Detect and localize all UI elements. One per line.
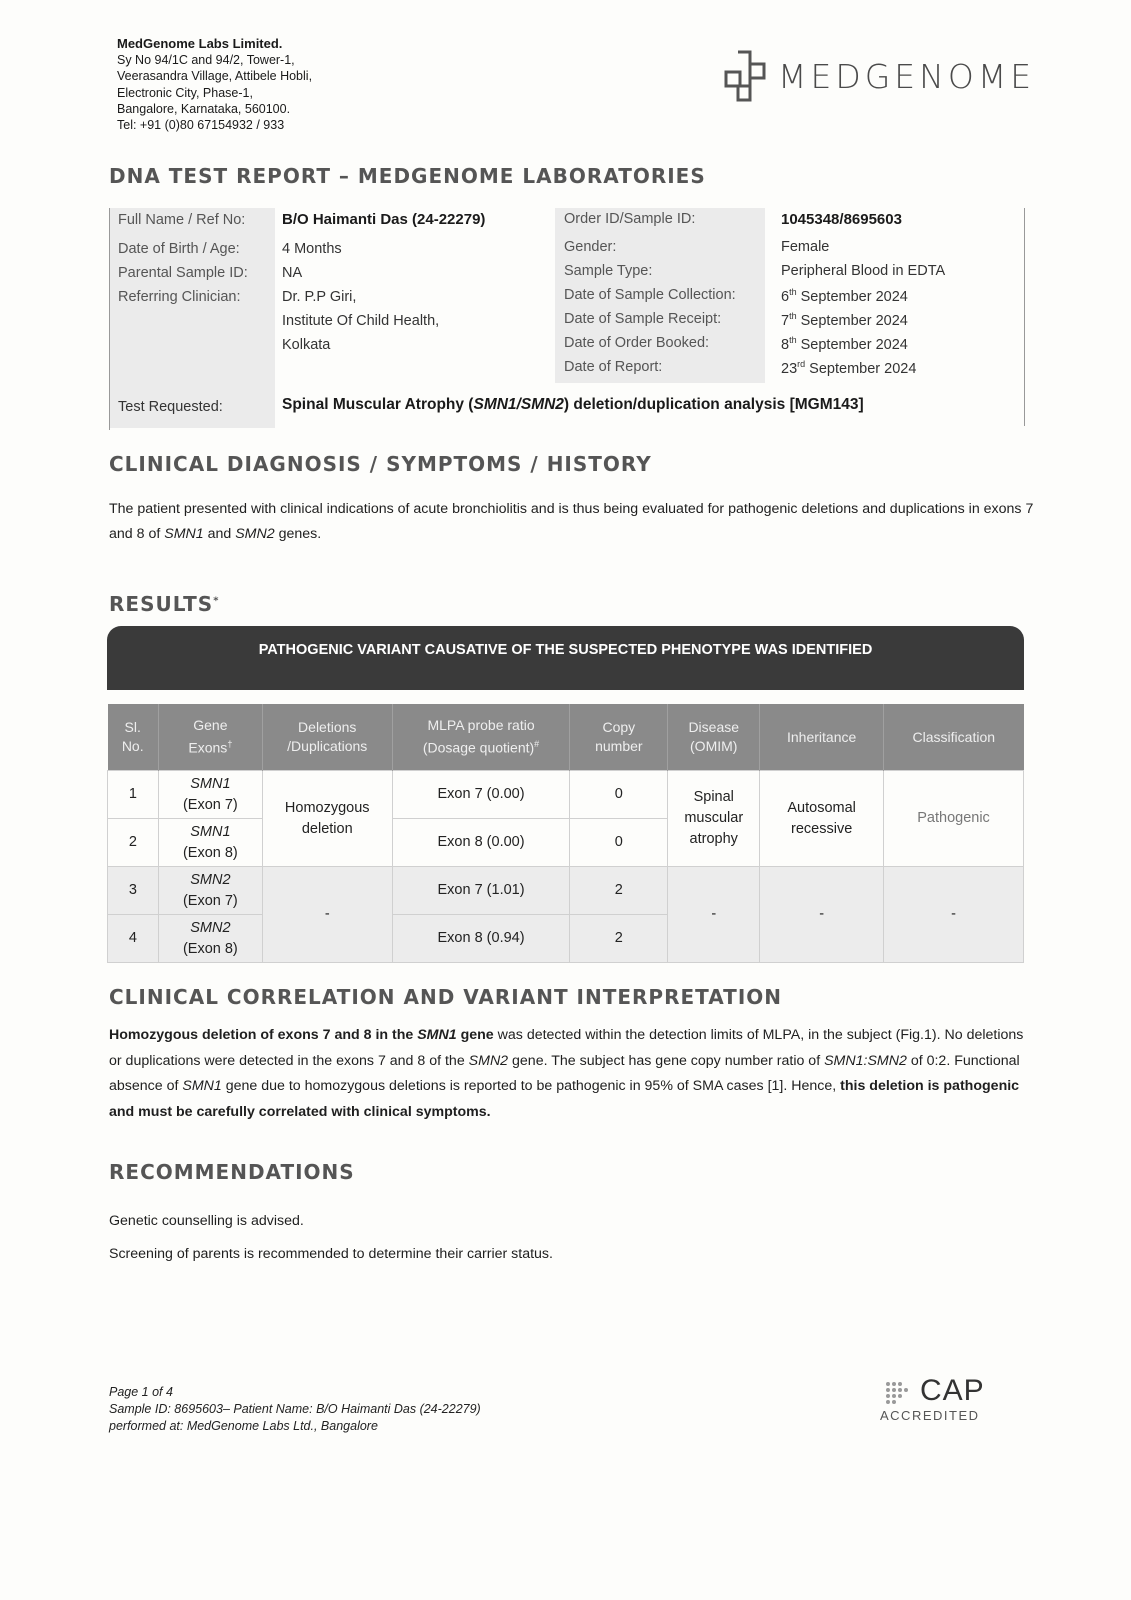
row-gene: SMN2 (Exon 7) [158,867,262,915]
table-border [1024,208,1025,426]
gender-label: Gender: [564,239,617,255]
cap-accredited: ACCREDITED [880,1408,980,1423]
header-sl: Sl. No. [108,704,159,771]
deletion-cell: Homozygous deletion [262,771,392,867]
row-copy: 2 [570,867,668,915]
clinician-line: Institute Of Child Health, [282,313,440,329]
disease-cell: Spinal muscular atrophy [668,771,760,867]
result-banner: PATHOGENIC VARIANT CAUSATIVE OF THE SUSPECTED PHENOTYPE WAS IDENTIFIED [107,626,1024,690]
deletion-dash-cell: - [262,867,392,963]
row-gene: SMN1 (Exon 8) [158,819,262,867]
table-row [108,867,1024,915]
table-row [108,771,1024,819]
address-line: Electronic City, Phase-1, [117,85,253,100]
address-line: Bangalore, Karnataka, 560100. [117,101,291,116]
report-date-label: Date of Report: [564,359,663,375]
cap-dots-icon [884,1380,914,1406]
order-value: 1045348/8695603 [781,211,902,228]
recommendation-line: Screening of parents is recommended to determine their carrier status. [109,1246,553,1262]
logo-text: MEDGENOME [778,56,1036,96]
test-value: Spinal Muscular Atrophy (SMN1/SMN2) deletion/duplication analysis [MGM143] [282,396,864,413]
name-label: Full Name / Ref No: [118,212,246,228]
row-sl: 3 [108,867,159,915]
header-classification: Classification [884,704,1024,771]
cap-word: CAP [920,1374,985,1407]
page-number: Page 1 of 4 [109,1385,173,1399]
header-disease: Disease (OMIM) [668,704,760,771]
booked-label: Date of Order Booked: [564,335,710,351]
clinician-label: Referring Clinician: [118,289,241,305]
clinical-text: The patient presented with clinical indications of acute bronchiolitis and is thus being evaluated for pathogenic deletions and duplications in exons 7 and 8 of SMN1 and SMN2 genes. [109,501,1034,542]
clinician-line: Kolkata [282,337,331,353]
order-label: Order ID/Sample ID: [564,211,696,227]
address-line: Veerasandra Village, Attibele Hobli, [117,69,313,84]
results-heading: RESULTS* [109,592,220,616]
header-gene: Gene Exons† [158,704,262,771]
table-header-row [108,704,1024,771]
test-label: Test Requested: [118,399,223,415]
clinical-heading: CLINICAL DIAGNOSIS / SYMPTOMS / HISTORY [109,452,652,476]
parental-value: NA [282,265,303,281]
address-line: Sy No 94/1C and 94/2, Tower-1, [117,53,295,68]
name-value: B/O Haimanti Das (24-22279) [282,211,486,228]
row-sl: 1 [108,771,159,819]
row-copy: 2 [570,915,668,963]
patient-info-table [109,208,1025,434]
row-sl: 2 [108,819,159,867]
classification-dash-cell: - [884,867,1024,963]
row-sl: 4 [108,915,159,963]
clinician-line: Dr. P.P Giri, [282,289,357,305]
lab-address [117,36,312,133]
row-mlpa: Exon 7 (1.01) [392,867,570,915]
collection-value: 6th September 2024 [781,287,908,305]
recommendations-heading: RECOMMENDATIONS [109,1160,355,1184]
inheritance-cell: Autosomal recessive [760,771,884,867]
recommendation-line: Genetic counselling is advised. [109,1213,304,1229]
collection-label: Date of Sample Collection: [564,287,736,303]
gender-value: Female [781,239,830,255]
receipt-label: Date of Sample Receipt: [564,311,722,327]
classification-cell: Pathogenic [884,771,1024,867]
footer-sample: Sample ID: 8695603– Patient Name: B/O Haimanti Das (24-22279) [109,1402,481,1416]
medgenome-logo [722,48,1035,104]
booked-value: 8th September 2024 [781,335,908,353]
sample-type-label: Sample Type: [564,263,653,279]
row-mlpa: Exon 8 (0.94) [392,915,570,963]
inheritance-dash-cell: - [760,867,884,963]
parental-label: Parental Sample ID: [118,265,248,281]
dob-label: Date of Birth / Age: [118,241,240,257]
interpretation-text: Homozygous deletion of exons 7 and 8 in the SMN1 gene was detected within the detection limits of MLPA, in the subject (Fig.1). No deletions or duplications were detected in the exons 7 and 8 of the SMN2 gene. The subject has gene copy number ratio of SMN1:SMN2 of 0:2. Functional absence of SMN1 gene due to homozygous deletions is reported to be pathogenic in 95% of SMA cases [1]. Hence, this deletion is pathogenic and must be carefully correlated with clinical symptoms. [109,1027,1024,1120]
row-mlpa: Exon 7 (0.00) [392,771,570,819]
header-deletions: Deletions /Duplications [262,704,392,771]
phone-line: Tel: +91 (0)80 67154932 / 933 [117,118,285,133]
report-title: DNA TEST REPORT – MEDGENOME LABORATORIES [109,164,706,188]
dob-value: 4 Months [282,241,342,257]
page-footer [109,1384,481,1435]
results-table [107,704,1024,963]
header-copy: Copy number [570,704,668,771]
cap-accreditation-logo [880,1374,1030,1438]
row-copy: 0 [570,771,668,819]
row-gene: SMN2 (Exon 8) [158,915,262,963]
table-border [109,208,110,430]
disease-dash-cell: - [668,867,760,963]
footer-performed: performed at: MedGenome Labs Ltd., Bangalore [109,1419,378,1433]
row-copy: 0 [570,819,668,867]
report-date-value: 23rd September 2024 [781,359,917,377]
row-gene: SMN1 (Exon 7) [158,771,262,819]
interpretation-heading: CLINICAL CORRELATION AND VARIANT INTERPRETATION [109,985,782,1009]
company-name: MedGenome Labs Limited. [117,36,283,51]
header-inheritance: Inheritance [760,704,884,771]
sample-type-value: Peripheral Blood in EDTA [781,263,946,279]
dna-logo-icon [722,48,768,104]
row-mlpa: Exon 8 (0.00) [392,819,570,867]
receipt-value: 7th September 2024 [781,311,908,329]
header-mlpa: MLPA probe ratio (Dosage quotient)# [392,704,570,771]
